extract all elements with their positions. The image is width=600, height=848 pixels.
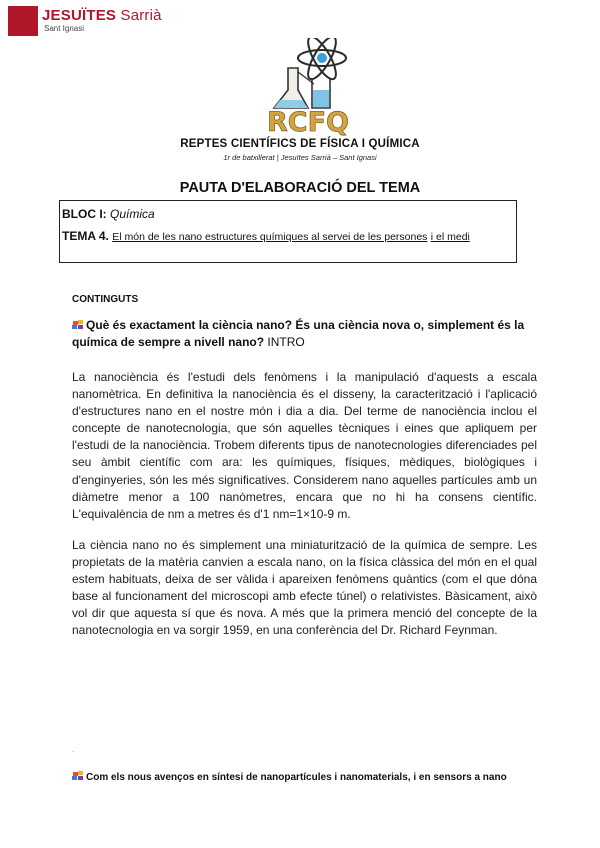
course-title: REPTES CIENTÍFICS DE FÍSICA I QUÍMICA [180,138,420,150]
paragraph-nano: La ciència nano no és simplement una miniaturització de la química de sempre. Les propietats de la matèria canvien a escala nano, on la física clàssica del món en el qual estem habituats, deixa de ser vàlida i apareixen fenòmens quàntics (com el que dóna base al funcionament del microscopi amb efecte túnel) o relativistes. Bàsicament, això vol dir que aquesta sí que és nova. A més que la primera menció del concepte de la nanotecnologia en va sorgir 1959, en una conferència del Dr. Richard Feynman. [72,538,537,638]
pinwheel-bullet-icon [72,771,84,781]
question-heading: Què és exactament la ciència nano? És una ciència nova o, simplement és la química de sempre a nivell nano? INTRO [72,318,525,349]
section-heading: CONTINGUTS [72,294,139,305]
school-name: JESUÏTES Sarrià [42,7,162,24]
school-logo-mark [8,6,38,36]
pinwheel-bullet-icon [72,320,84,330]
school-subname: Sant Ignasi [44,24,85,33]
stray-mark: . [72,745,75,754]
emblem-label: RCFQ [266,107,350,136]
atom-flask-icon [258,38,358,136]
course-subtitle: 1r de batxillerat | Jesuïtes Sarrià – Sant Ignasi [223,153,377,162]
tema-line: TEMA 4. El món de les nano estructures químiques al servei de les persones i el medi [62,229,470,243]
paragraph-intro: La nanociència és l'estudi dels fenòmens i la manipulació d'aquests a escala nanomètrica. En definitiva la nanociència és el disseny, la caracterització i l'aplicació d'estructures nano en el nostre món i dia a dia. Del terme de nanociència inclou el concepte de nanotecnologia, que són aquelles tècniques i eines que apliquem per l'estudi de la nanociència. Trobem diferents tipus de nanotecnologies diferenciades pel seu àmbit científic com ara: les químiques, físiques, mèdiques, biològiques i d'enginyeries, són les més significatives. Considerem nano aquelles partícules amb un diàmetre menor a 100 nanòmetres, encara que no hi ha consens científic. L'equivalència de nm a metres és d'1 nm=1×10-9 m. [72,370,537,521]
question-heading-2: Com els nous avenços en síntesi de nanopartícules i nanomaterials, i en sensors a nano [72,771,507,783]
bloc-line: BLOC I: Química [62,207,155,221]
topic-box [59,200,517,263]
page-title: PAUTA D'ELABORACIÓ DEL TEMA [179,180,421,196]
